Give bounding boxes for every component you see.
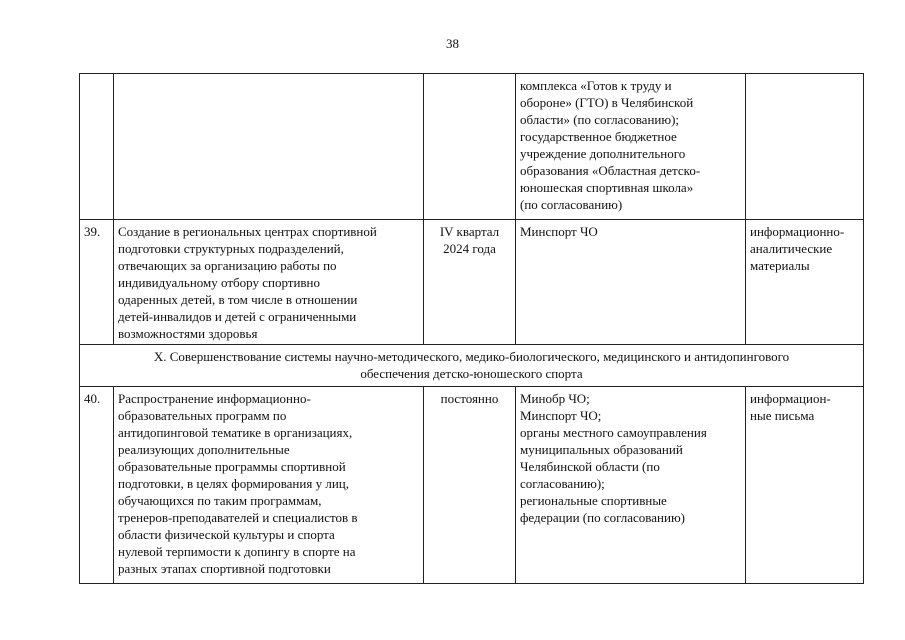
executors-line: органы местного самоуправления [520, 425, 707, 440]
measure-line: Создание в региональных центрах спортивной [118, 224, 377, 239]
section-title-line: обеспечения детско-юношеского спорта [360, 366, 583, 381]
term-cell [424, 387, 516, 584]
executors-line: Минспорт ЧО; [520, 408, 602, 423]
executors-line: юношеская спортивная школа» [520, 180, 694, 195]
measure-line: детей-инвалидов и детей с ограниченными [118, 309, 357, 324]
measure-cell [114, 387, 424, 584]
executors-line: комплекса «Готов к труду и [520, 78, 672, 93]
result-line: информацион- [750, 391, 831, 406]
measure-cell [114, 74, 424, 220]
result-cell [746, 220, 864, 345]
executors-line: Челябинской области (по [520, 459, 660, 474]
measure-line: индивидуальному отбору спортивно [118, 275, 321, 290]
executors-line: (по согласованию) [520, 197, 623, 212]
row-number-cell: 40. [80, 387, 114, 584]
measure-line: подготовки, в целях формирования у лиц, [118, 476, 349, 491]
result-line: материалы [750, 258, 810, 273]
executors-line: федерации (по согласованию) [520, 510, 685, 525]
executors-line: муниципальных образований [520, 442, 683, 457]
executors-line: обороне» (ГТО) в Челябинской [520, 95, 694, 110]
executors-cell [516, 74, 746, 220]
result-cell [746, 74, 864, 220]
measure-line: Распространение информационно- [118, 391, 311, 406]
result-cell [746, 387, 864, 584]
executors-cell [516, 220, 746, 345]
page-number: 38 [446, 36, 459, 51]
table-row-39 [80, 220, 864, 345]
table-row-continuation [80, 74, 864, 220]
measure-line: образовательных программ по [118, 408, 287, 423]
measures-table [79, 73, 864, 584]
row-number-cell: 39. [80, 220, 114, 345]
measure-line: реализующих дополнительные [118, 442, 290, 457]
measure-line: обучающихся по таким программам, [118, 493, 322, 508]
executors-line: региональные спортивные [520, 493, 667, 508]
executors-line: Минспорт ЧО [520, 224, 598, 239]
result-line: аналитические [750, 241, 833, 256]
result-line: ные письма [750, 408, 815, 423]
executors-line: согласованию); [520, 476, 605, 491]
section-title-line: X. Совершенствование системы научно-методического, медико-биологического, медицинского и антидопингового [153, 349, 790, 364]
executors-line: Минобр ЧО; [520, 391, 590, 406]
executors-cell [516, 387, 746, 584]
measure-line: отвечающих за организацию работы по [118, 258, 337, 273]
measure-line: подготовки структурных подразделений, [118, 241, 344, 256]
term-line: постоянно [440, 391, 499, 406]
measure-line: образовательные программы спортивной [118, 459, 346, 474]
measure-line: разных этапах спортивной подготовки [118, 561, 331, 576]
term-cell [424, 220, 516, 345]
table-row-40 [80, 387, 864, 584]
measure-line: области физической культуры и спорта [118, 527, 335, 542]
section-heading [80, 345, 864, 387]
row-number-cell [80, 74, 114, 220]
executors-line: области» (по согласованию); [520, 112, 680, 127]
result-line: информационно- [750, 224, 845, 239]
executors-line: учреждение дополнительного [520, 146, 686, 161]
measure-line: возможностями здоровья [118, 326, 258, 341]
measure-cell [114, 220, 424, 345]
term-line: 2024 года [443, 241, 496, 256]
term-line: IV квартал [439, 224, 500, 239]
section-heading-row [80, 345, 864, 387]
executors-line: государственное бюджетное [520, 129, 677, 144]
measure-line: нулевой терпимости к допингу в спорте на [118, 544, 356, 559]
measure-line: одаренных детей, в том числе в отношении [118, 292, 358, 307]
measure-line: тренеров-преподавателей и специалистов в [118, 510, 358, 525]
executors-line: образования «Областная детско- [520, 163, 701, 178]
term-cell [424, 74, 516, 220]
measure-line: антидопинговой тематике в организациях, [118, 425, 353, 440]
